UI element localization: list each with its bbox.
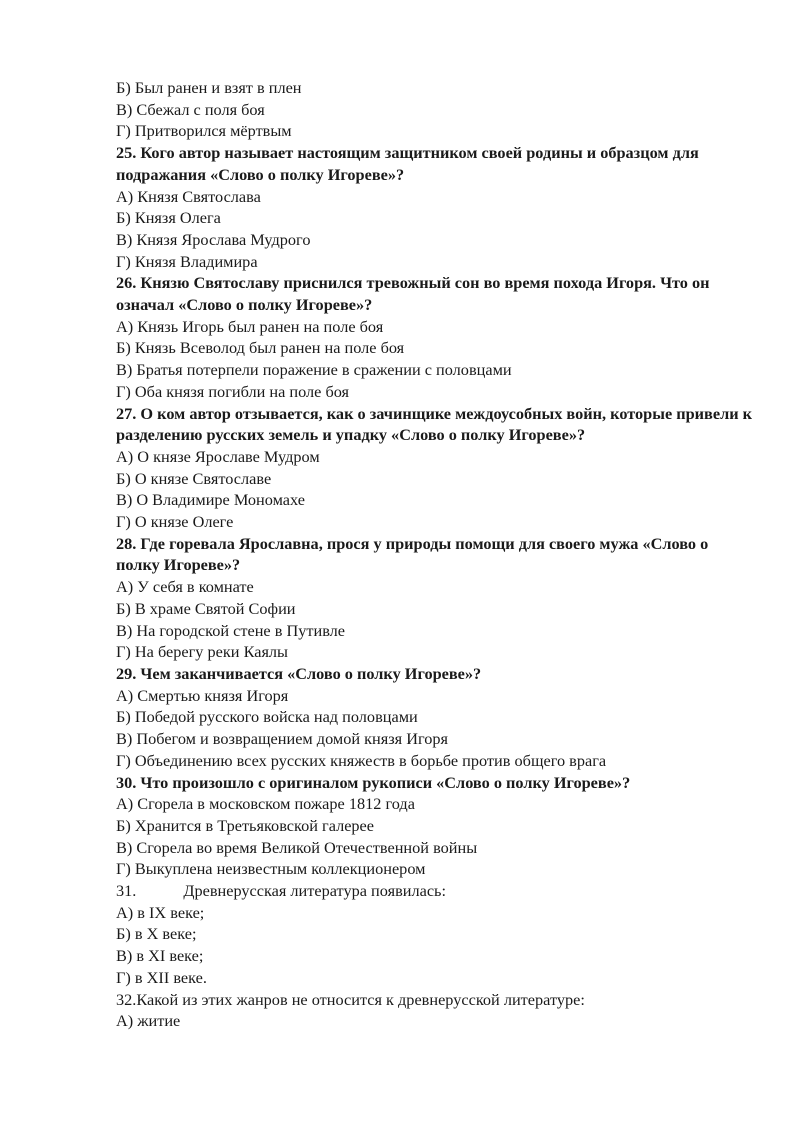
option-line: Б) Хранится в Третьяковской галерее [116, 815, 375, 835]
option-line: В) Сбежал с поля боя [116, 99, 265, 119]
option-line: Г) Притворился мёртвым [116, 121, 292, 141]
option-line: А) О князе Ярославе Мудром [116, 446, 320, 466]
option-line: А) Смертью князя Игоря [116, 685, 289, 705]
question-25 [116, 142, 756, 272]
question-28 [116, 533, 756, 663]
option-line: Б) Был ранен и взят в плен [116, 78, 302, 97]
option-line: Б) О князе Святославе [116, 468, 272, 488]
lead-options [116, 77, 756, 142]
option-line: Б) в X веке; [116, 924, 197, 944]
option-line: В) Князя Ярослава Мудрого [116, 229, 311, 249]
option-line: Г) На берегу реки Каялы [116, 642, 288, 662]
option-line: А) Сгорела в московском пожаре 1812 года [116, 794, 415, 814]
option-line: Г) Князя Владимира [116, 251, 258, 271]
option-line: В) Побегом и возвращением домой князя Игоря [116, 729, 449, 749]
question-27 [116, 403, 756, 533]
option-line: А) Князя Святослава [116, 186, 261, 206]
option-line: В) О Владимире Мономахе [116, 490, 305, 510]
question-number: 31. [116, 881, 137, 901]
question-text: 30. Что произошло с оригиналом рукописи «Слово о полку Игореве»? [116, 772, 631, 792]
option-line: В) Братья потерпели поражение в сражении с половцами [116, 360, 512, 380]
option-line: В) в XI веке; [116, 946, 204, 966]
question-text: 32.Какой из этих жанров не относится к древнерусской литературе: [116, 989, 585, 1009]
question-text: 27. О ком автор отзывается, как о зачинщике междоусобных войн, которые привели к разделению русских земель и упадку «Слово о полку Игореве»? [116, 403, 753, 445]
option-line: А) в IX веке; [116, 902, 205, 922]
question-30 [116, 772, 756, 881]
question-text: 28. Где горевала Ярославна, прося у природы помощи для своего мужа «Слово о полку Игореве»? [116, 533, 709, 575]
option-line: Г) О князе Олеге [116, 512, 234, 532]
option-line: В) Сгорела во время Великой Отечественной войны [116, 837, 478, 857]
option-line: Б) Победой русского войска над половцами [116, 707, 418, 727]
option-line: Б) Князь Всеволод был ранен на поле боя [116, 338, 405, 358]
question-26 [116, 272, 756, 402]
question-text: 29. Чем заканчивается «Слово о полку Игореве»? [116, 663, 482, 683]
option-line: А) У себя в комнате [116, 577, 254, 597]
option-line: А) Князь Игорь был ранен на поле боя [116, 316, 384, 336]
question-29 [116, 663, 756, 772]
question-text: 26. Князю Святославу приснился тревожный сон во время похода Игоря. Что он означал «Слово о полку Игореве»? [116, 273, 710, 315]
option-line: А) житие [116, 1011, 181, 1031]
question-text [116, 880, 756, 902]
question-text: 25. Кого автор называет настоящим защитником своей родины и образцом для подражания «Слово о полку Игореве»? [116, 143, 699, 184]
document-page [116, 77, 756, 1032]
question-body: Древнерусская литература появилась: [183, 881, 446, 901]
question-32 [116, 989, 756, 1032]
option-line: Г) Оба князя погибли на поле боя [116, 381, 350, 401]
question-31 [116, 880, 756, 989]
option-line: Г) в XII веке. [116, 967, 207, 987]
option-line: Б) Князя Олега [116, 208, 221, 228]
option-line: Б) В храме Святой Софии [116, 598, 296, 618]
option-line: В) На городской стене в Путивле [116, 620, 346, 640]
option-line: Г) Объединению всех русских княжеств в борьбе против общего врага [116, 750, 607, 770]
option-line: Г) Выкуплена неизвестным коллекционером [116, 859, 426, 879]
